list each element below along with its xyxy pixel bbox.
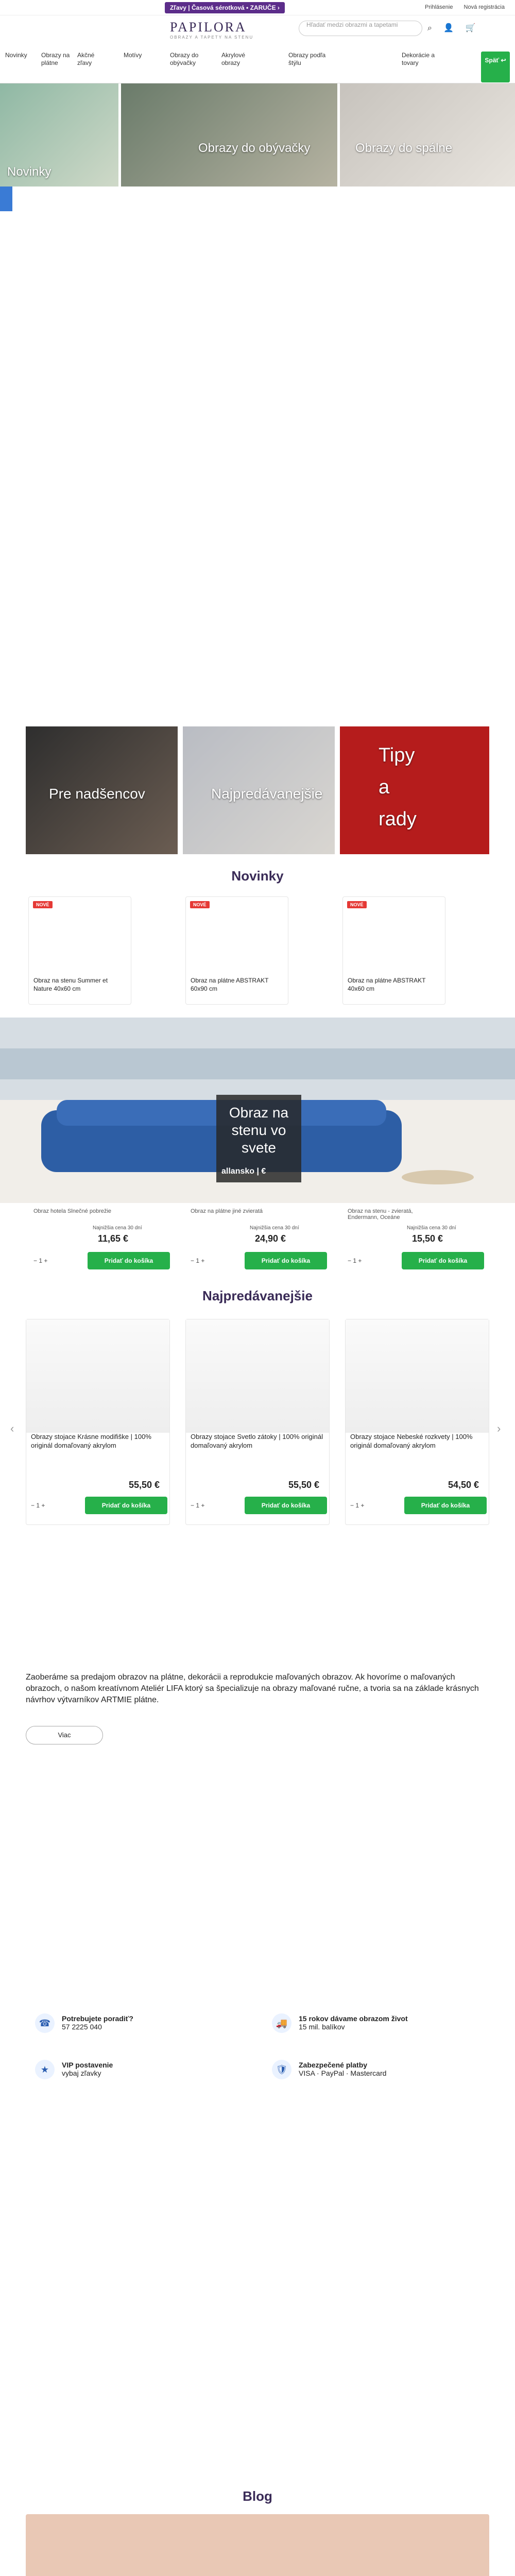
benefit-years [276,2014,408,2031]
carousel-next-arrow[interactable]: › [497,1422,501,1435]
add-to-cart-button[interactable]: Pridať do košíka [402,1252,484,1269]
benefit-vip[interactable] [40,2061,113,2077]
product-price: 15,50 € [412,1233,443,1244]
quantity-stepper[interactable]: − 1 + [191,1502,205,1509]
product-name[interactable]: Obrazy stojace Svetlo zátoky | 100% originál domaľovaný akrylom [191,1433,323,1449]
carousel-prev-arrow[interactable]: ‹ [10,1422,14,1435]
quantity-stepper[interactable]: − 1 + [348,1257,362,1264]
nav-item-obyvacka[interactable]: Obrazy do obývačky [170,52,199,66]
hero-label: Novinky [7,165,52,179]
nav-item-dekoracie[interactable]: Dekorácie a tovary [402,52,435,66]
main-navigation [0,42,515,83]
tile-label: Pre nadšencov [49,786,145,802]
benefit-advice[interactable] [39,2014,133,2031]
tile-tipy[interactable] [340,726,489,854]
nav-item-akryl[interactable]: Akrylové obrazy [221,52,246,66]
add-to-cart-button[interactable]: Pridať do košíka [404,1497,487,1514]
nav-item-platne[interactable]: Obrazy na plátne [41,52,70,66]
cart-icon[interactable]: 🛒 [465,24,476,32]
add-to-cart-button[interactable]: Pridať do košíka [245,1497,327,1514]
product-price: 24,90 € [255,1233,286,1244]
add-to-cart-button[interactable]: Pridať do košíka [88,1252,170,1269]
price-label: Najnižšia cena 30 dní [250,1225,299,1231]
star-icon: ★ [35,2060,55,2079]
section-title-novinky: Novinky [231,868,284,884]
top-bar [0,0,515,15]
benefit-title: Zabezpečené platby [299,2061,368,2069]
promo-banner-image[interactable] [0,1018,515,1203]
hero-label: Obrazy do spálne [355,141,453,155]
benefit-title: VIP postavenie [62,2061,113,2069]
product-card[interactable] [26,1319,170,1525]
product-image [26,1319,169,1433]
product-price: 55,50 € [129,1480,160,1490]
product-image [346,1319,489,1433]
nav-item-motivy[interactable]: Motívy [124,52,142,59]
quantity-stepper[interactable]: − 1 + [191,1257,205,1264]
hero-slide-novinky[interactable] [0,83,118,187]
product-subname: Obraz hotela Slnečné pobrežie [33,1208,112,1214]
headset-icon: ☎ [35,2013,55,2033]
product-name[interactable]: Obrazy stojace Nebeské rozkvety | 100% originál domaľovaný akrylom [350,1433,473,1449]
quantity-stepper[interactable]: − 1 + [31,1502,45,1509]
nav-cta-button[interactable]: Späť ↩ [481,52,510,82]
hero-label: Obrazy do obývačky [198,141,311,155]
benefit-sub: VISA · PayPal · Mastercard [299,2069,387,2077]
tile-najpredavanejsie[interactable] [183,726,335,854]
search-icon[interactable]: ⌕ [427,24,432,32]
new-badge: NOVÉ [190,901,210,908]
price-label: Najnižšia cena 30 dní [407,1225,456,1231]
add-to-cart-button[interactable]: Pridať do košíka [85,1497,167,1514]
section-title-bestsellers: Najpredávanejšie [202,1288,313,1303]
banner-text: Obraz na stenu vo svete [229,1105,289,1156]
tile-nadsenci[interactable] [26,726,178,854]
shield-icon: 🛡 [272,2060,291,2079]
truck-icon: 🚚 [272,2013,291,2033]
nav-item-novinky[interactable]: Novinky [5,52,27,59]
product-card[interactable] [345,1319,489,1525]
register-link[interactable]: Nová registrácia [464,4,505,10]
featured-illustration [26,2514,489,2576]
tile-label: Najpredávanejšie [211,786,323,802]
promo-banner[interactable]: Zľavy | Časová sérotková • ZARUČE › [165,2,285,13]
new-badge: NOVÉ [347,901,367,908]
product-subname: Obraz na plátne jiné zvieratá [191,1208,263,1214]
hero-slide-spalna[interactable] [340,83,515,187]
header-icons [427,23,485,33]
new-badge: NOVÉ [33,901,53,908]
price-label: Najnižšia cena 30 dní [93,1225,142,1231]
benefit-sub: 57 2225 040 [62,2023,102,2031]
shop-description: Zaoberáme sa predajom obrazov na plátne, dekorácii a reprodukcie maľovaných obrazov. Ak hovoríme o maľovaných obrazoch, o našom kreatívnom Ateliér LIFA ktorý sa špecializuje na obrazy maľované ručne, a tvoria sa na základe krásnych návrhov výtvarníkov ARTMIE plátne. [26,1673,479,1704]
user-icon[interactable]: 👤 [443,24,454,32]
add-to-cart-button[interactable]: Pridať do košíka [245,1252,327,1269]
product-price: 54,50 € [448,1480,479,1490]
nav-item-styl[interactable]: Obrazy podľa štýlu [288,52,326,66]
banner-caption: allansko | € [221,1167,266,1176]
benefit-sub: 15 mil. balíkov [299,2023,345,2031]
benefit-sub: vybaj zľavky [62,2069,101,2077]
product-name[interactable]: Obrazy stojace Krásne modifiške | 100% originál domaľovaný akrylom [31,1433,151,1449]
account-links [416,4,505,10]
product-subname: Obraz na stenu - zvieratá, Endermann, Oceáne [348,1208,413,1221]
benefit-payment [276,2061,387,2077]
product-price: 11,65 € [98,1233,129,1244]
product-name[interactable]: Obraz na stenu Summer et Nature 40x60 cm [33,977,108,992]
logo-tagline: OBRAZY A TAPETY NA STENU [170,35,254,40]
quantity-stepper[interactable]: − 1 + [350,1502,365,1509]
logo[interactable] [170,20,253,40]
blog-featured-image[interactable] [26,2514,489,2576]
login-link[interactable]: Prihlásenie [425,4,453,10]
nav-item-akcne[interactable]: Akčné zľavy [77,52,95,66]
benefit-title: 15 rokov dávame obrazom život [299,2014,408,2023]
hero-slide-obyvacka[interactable] [121,83,337,187]
logo-text: PAPILORA [170,20,247,35]
product-name[interactable]: Obraz na plátne ABSTRAKT 60x90 cm [191,977,269,992]
product-name[interactable]: Obraz na plátne ABSTRAKT 40x60 cm [348,977,426,992]
product-price: 55,50 € [288,1480,320,1490]
read-more-button[interactable]: Viac [26,1726,103,1744]
benefit-title: Potrebujete poradiť? [62,2014,133,2023]
quantity-stepper[interactable]: − 1 + [33,1257,48,1264]
product-image [186,1319,329,1433]
product-card[interactable] [185,1319,330,1525]
section-title-blog: Blog [243,2488,272,2504]
tile-label: Tipy a rady [379,744,417,830]
site-header [0,15,515,42]
search-input[interactable]: Hľadať medzi obrazmi a tapetami [299,21,422,36]
